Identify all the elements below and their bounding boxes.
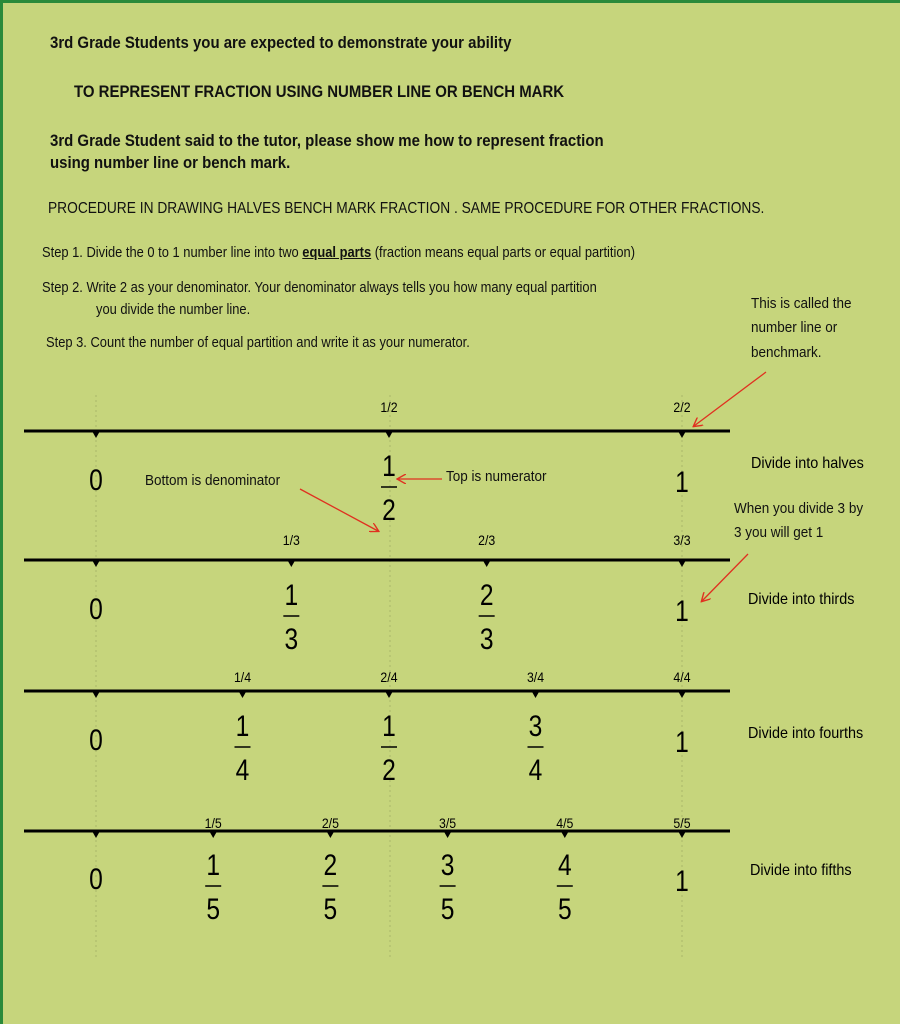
line-label-fifths: Divide into fifths xyxy=(750,861,852,880)
number-line-halves xyxy=(24,399,864,526)
fraction-3-5 xyxy=(440,848,456,926)
one-label: 1 xyxy=(675,464,689,499)
tick-label: 1/4 xyxy=(233,669,252,686)
numerator: 3 xyxy=(440,847,455,882)
fraction-1-4 xyxy=(235,709,251,787)
one-label: 1 xyxy=(675,863,689,898)
tick-marker xyxy=(92,560,100,567)
denominator: 2 xyxy=(382,492,396,527)
tick-marker xyxy=(483,560,491,567)
denominator: 2 xyxy=(382,752,396,787)
one-label: 1 xyxy=(675,593,689,628)
zero-label: 0 xyxy=(89,861,103,896)
tick-label: 2/3 xyxy=(478,532,496,549)
step-2b: you divide the number line. xyxy=(96,301,251,318)
tick-marker xyxy=(678,431,686,438)
fraction-2-5 xyxy=(322,848,338,926)
line-label-thirds: Divide into thirds xyxy=(748,590,855,609)
zero-label: 0 xyxy=(89,591,103,626)
when-note-2: 3 you will get 1 xyxy=(734,524,824,541)
tick-label: 4/5 xyxy=(556,815,574,832)
top-numerator-note: Top is numerator xyxy=(446,468,547,485)
tick-marker xyxy=(92,831,100,838)
number-line-fourths xyxy=(24,669,864,786)
step-1-post: (fraction means equal parts or equal partition) xyxy=(371,244,636,261)
called-note-3: benchmark. xyxy=(751,344,822,361)
numerator: 3 xyxy=(528,708,543,743)
step-1-emphasis: equal parts xyxy=(302,244,372,261)
bottom-denominator-note: Bottom is denominator xyxy=(145,472,281,489)
zero-label: 0 xyxy=(89,462,103,497)
numerator: 2 xyxy=(479,577,494,612)
zero-label: 0 xyxy=(89,722,103,757)
tick-label: 4/4 xyxy=(673,669,691,686)
fraction-1-2 xyxy=(381,709,397,787)
tick-marker xyxy=(678,831,686,838)
denominator-arrow xyxy=(300,489,378,531)
tick-label: 1/3 xyxy=(282,532,300,549)
denominator: 4 xyxy=(528,752,543,787)
fraction-1-3 xyxy=(283,578,299,656)
tick-label: 1/5 xyxy=(204,815,222,832)
benchmark-arrow xyxy=(694,372,766,426)
tick-marker xyxy=(239,691,247,698)
denominator: 5 xyxy=(440,891,455,926)
called-note-1: This is called the xyxy=(751,295,852,312)
denominator: 5 xyxy=(557,891,572,926)
tick-label: 1/2 xyxy=(380,399,398,416)
tick-marker xyxy=(92,431,100,438)
numerator: 2 xyxy=(323,847,338,882)
tick-marker xyxy=(92,691,100,698)
fraction-1-2 xyxy=(381,449,397,527)
tick-marker xyxy=(561,831,569,838)
header-line-3b: using number line or bench mark. xyxy=(50,153,291,172)
line-label-fourths: Divide into fourths xyxy=(748,724,864,743)
denominator: 3 xyxy=(479,621,494,656)
numerator: 1 xyxy=(284,577,299,612)
fraction-1-5 xyxy=(205,848,221,926)
fraction-3-4 xyxy=(528,709,544,787)
line-label-halves: Divide into halves xyxy=(751,454,864,473)
tick-marker xyxy=(444,831,452,838)
tick-marker xyxy=(678,560,686,567)
when-note-1: When you divide 3 by xyxy=(734,500,864,517)
number-line-thirds xyxy=(24,532,855,655)
numerator: 1 xyxy=(206,847,221,882)
header-line-3a: 3rd Grade Student said to the tutor, please show me how to represent fraction xyxy=(50,131,604,150)
header-line-1: 3rd Grade Students you are expected to demonstrate your ability xyxy=(50,33,512,52)
denominator: 3 xyxy=(284,621,299,656)
tick-marker xyxy=(385,431,393,438)
numerator: 1 xyxy=(382,448,396,483)
tick-marker xyxy=(678,691,686,698)
tick-marker xyxy=(209,831,217,838)
tick-marker xyxy=(532,691,540,698)
number-lines xyxy=(24,399,864,925)
step-3: Step 3. Count the number of equal partition and write it as your numerator. xyxy=(46,334,470,351)
numerator: 1 xyxy=(382,708,396,743)
tick-label: 3/5 xyxy=(439,815,457,832)
called-note-2: number line or xyxy=(751,319,838,336)
tick-label: 3/3 xyxy=(673,532,691,549)
tick-marker xyxy=(287,560,295,567)
step-2a: Step 2. Write 2 as your denominator. Your denominator always tells you how many equal partition xyxy=(42,279,597,296)
tick-label: 2/5 xyxy=(321,815,339,832)
tick-marker xyxy=(326,831,334,838)
numerator: 1 xyxy=(235,708,250,743)
tick-label: 2/4 xyxy=(380,669,398,686)
fraction-4-5 xyxy=(557,848,573,926)
number-line-fifths xyxy=(24,815,852,925)
header-line-2: TO REPRESENT FRACTION USING NUMBER LINE OR BENCH MARK xyxy=(74,82,565,101)
tick-label: 2/2 xyxy=(673,399,691,416)
fraction-2-3 xyxy=(479,578,495,656)
procedure-text: PROCEDURE IN DRAWING HALVES BENCH MARK FRACTION . SAME PROCEDURE FOR OTHER FRACTIONS. xyxy=(48,200,765,217)
denominator: 5 xyxy=(206,891,221,926)
step-1-pre: Step 1. Divide the 0 to 1 number line into two xyxy=(42,244,303,261)
denominator: 5 xyxy=(323,891,338,926)
one-label: 1 xyxy=(675,724,689,759)
numerator: 4 xyxy=(557,847,572,882)
denominator: 4 xyxy=(235,752,250,787)
tick-marker xyxy=(385,691,393,698)
tick-label: 3/4 xyxy=(526,669,545,686)
tick-label: 5/5 xyxy=(673,815,691,832)
